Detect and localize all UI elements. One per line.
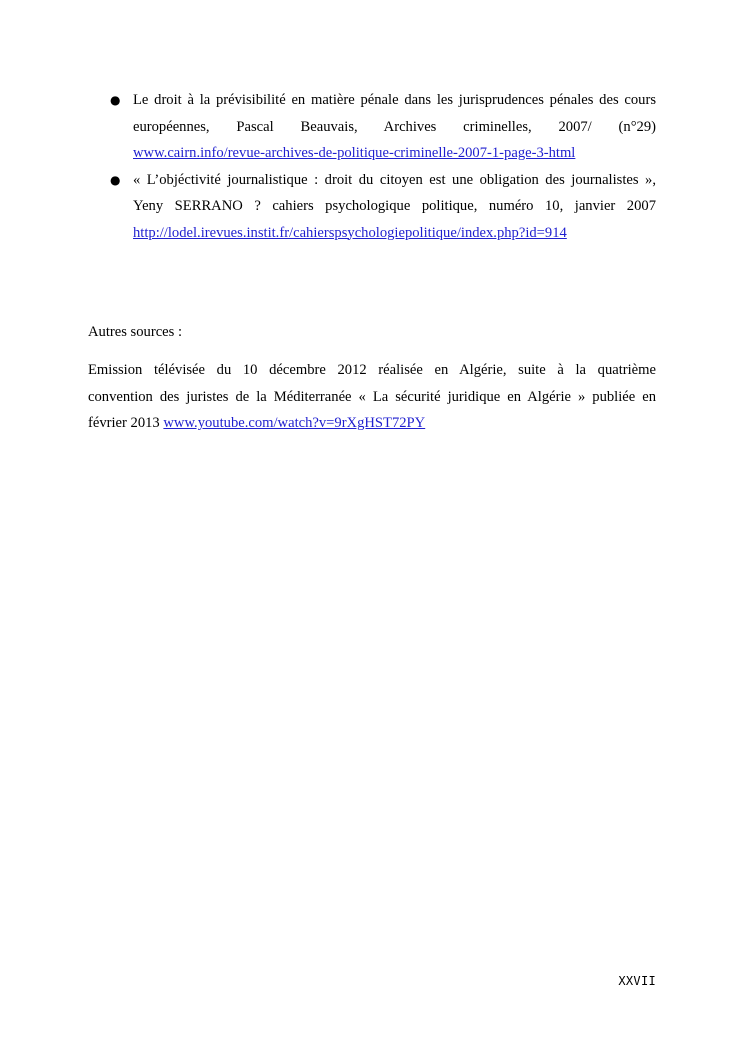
reference-text-line: Le droit à la prévisibilité en matière pénale dans les jurisprudences pénales des cours (133, 92, 656, 108)
section-title: Autres sources : (88, 324, 183, 340)
other-sources-paragraph (88, 357, 656, 437)
page-number: XXVII (618, 974, 656, 988)
bullet-icon: ● (110, 93, 121, 107)
list-item (88, 167, 656, 247)
reference-text-line: Yeny SERRANO ? cahiers psychologique politique, numéro 10, janvier 2007 (133, 198, 656, 214)
list-item (88, 87, 656, 167)
bullet-icon: ● (110, 172, 121, 187)
bibliography-list (88, 87, 656, 246)
reference-link-line (133, 140, 656, 167)
reference-link[interactable]: http://lodel.irevues.instit.fr/cahierspsychologiepolitique/index.php?id=914 (133, 224, 567, 241)
youtube-link[interactable]: www.youtube.com/watch?v=9rXgHST72PY (163, 415, 426, 431)
paragraph-line: Emission télévisée du 10 décembre 2012 réalisée en Algérie, suite à la quatrième (88, 362, 656, 378)
reference-text-line: européennes, Pascal Beauvais, Archives criminelles, 2007/ (n°29) (133, 118, 656, 135)
paragraph-line: convention des juristes de la Méditerranée « La sécurité juridique en Algérie » publiée en (88, 388, 656, 405)
reference-link[interactable]: www.cairn.info/revue-archives-de-politique-criminelle-2007-1-page-3-html (133, 145, 576, 161)
reference-text-line: « L’objéctivité journalistique : droit du citoyen est une obligation des journalistes », (133, 171, 656, 188)
paragraph-text: février 2013 (88, 415, 160, 431)
reference-link-line (133, 220, 656, 247)
paragraph-line-last (88, 410, 656, 437)
